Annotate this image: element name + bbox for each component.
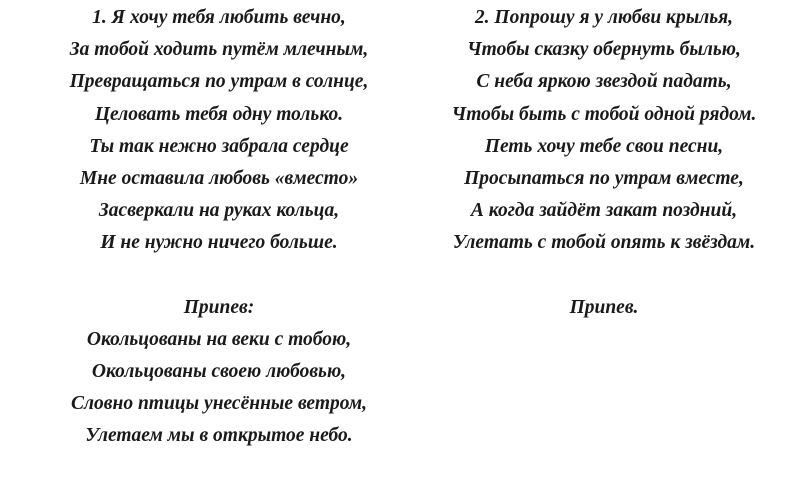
verse2-line: С неба яркою звездой падать,: [476, 71, 732, 93]
verse2-line: Чтобы быть с тобой одной рядом.: [451, 103, 757, 125]
chorus-line: Окольцованы своею любовью,: [91, 361, 347, 383]
verse1-line: 1. Я хочу тебя любить вечно,: [92, 7, 346, 28]
verse1-line: Целовать тебя одну только.: [94, 103, 344, 125]
chorus-reference: Припев.: [569, 296, 639, 318]
left-column: [18, 2, 420, 453]
verse2-line: Просыпаться по утрам вместе,: [464, 167, 744, 189]
verse1-line: И не нужно ничего больше.: [100, 232, 338, 254]
verse2-line: 2. Попрошу я у любви крылья,: [474, 7, 734, 28]
verse1-line: Мне оставила любовь «вместо»: [79, 167, 359, 189]
verse1-line: Засверкали на руках кольца,: [98, 200, 340, 222]
verse2-line: Улетать с тобой опять к звёздам.: [452, 232, 756, 254]
chorus-line: Улетаем мы в открытое небо.: [85, 425, 353, 447]
verse1-line: За тобой ходить путём млечным,: [69, 39, 369, 61]
chorus-line: Окольцованы на веки с тобою,: [86, 328, 352, 350]
chorus-line: Словно птицы унесённые ветром,: [71, 393, 367, 415]
right-column: [423, 2, 785, 324]
stanza-gap: [423, 260, 785, 292]
chorus-title: Припев:: [183, 296, 255, 318]
verse2-line: Чтобы сказку обернуть былью,: [467, 39, 741, 61]
verse1-line: Превращаться по утрам в солнце,: [69, 71, 369, 93]
stanza-gap: [18, 260, 420, 292]
verse1-line: Ты так нежно забрала сердце: [89, 135, 349, 157]
verse2-line: А когда зайдёт закат поздний,: [470, 200, 738, 222]
verse2-line: Петь хочу тебе свои песни,: [484, 135, 724, 157]
